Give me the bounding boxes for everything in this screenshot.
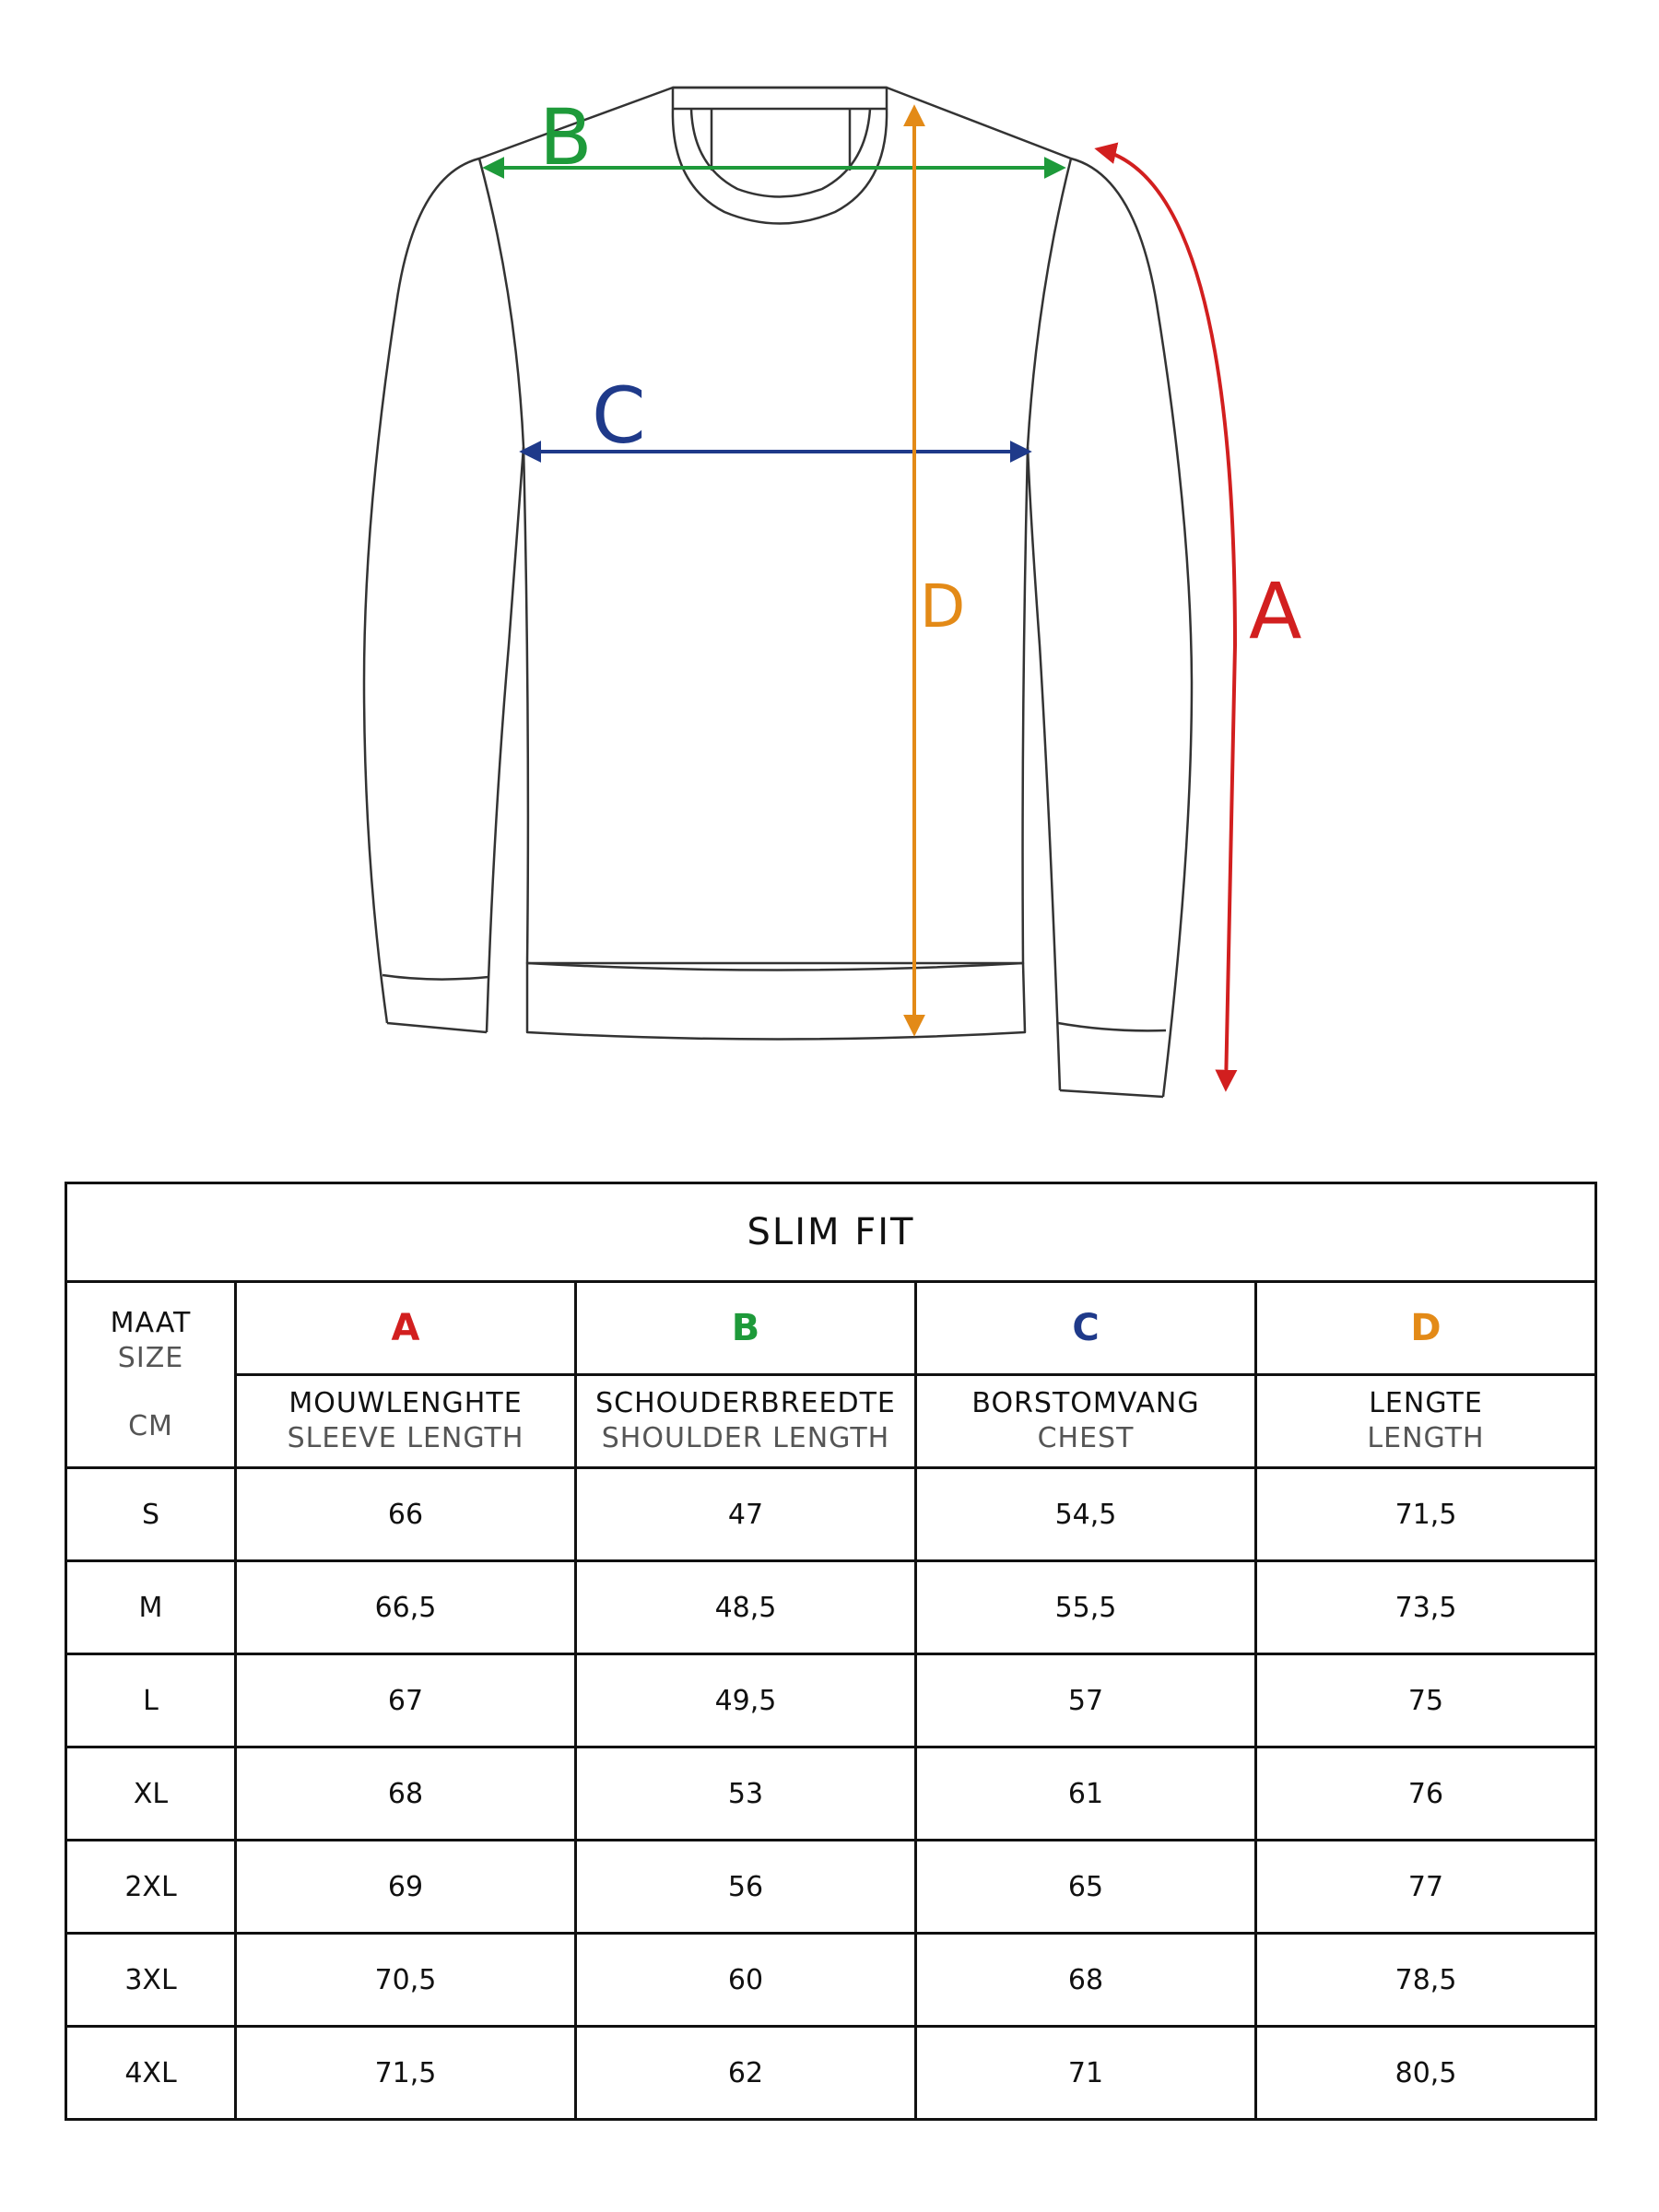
table-row xyxy=(66,1468,1596,1561)
value-cell: 67 xyxy=(236,1654,576,1747)
column-name-a-en: SLEEVE LENGTH xyxy=(287,1422,524,1454)
value-cell: 49,5 xyxy=(576,1654,916,1747)
value-cell: 56 xyxy=(576,1841,916,1934)
column-name-c-en: CHEST xyxy=(1037,1422,1135,1454)
value-cell: 60 xyxy=(576,1934,916,2027)
value-cell: 55,5 xyxy=(916,1561,1256,1654)
table-row xyxy=(66,2027,1596,2120)
letter-row xyxy=(66,1282,1596,1375)
sleeve-length-arrow xyxy=(1099,149,1235,1088)
value-cell: 71,5 xyxy=(1256,1468,1596,1561)
value-cell: 47 xyxy=(576,1468,916,1561)
value-cell: 61 xyxy=(916,1747,1256,1841)
value-cell: 65 xyxy=(916,1841,1256,1934)
column-name-a xyxy=(236,1375,576,1468)
label-a: A xyxy=(1249,566,1302,656)
label-b: B xyxy=(539,92,593,182)
value-cell: 80,5 xyxy=(1256,2027,1596,2120)
size-header-nl: MAAT xyxy=(110,1306,192,1339)
column-name-d-nl: LENGTE xyxy=(1369,1387,1483,1419)
sweater-outline xyxy=(364,88,1192,1097)
column-name-b-nl: SCHOUDERBREEDTE xyxy=(595,1387,896,1419)
value-cell: 68 xyxy=(916,1934,1256,2027)
value-cell: 57 xyxy=(916,1654,1256,1747)
label-c: C xyxy=(592,371,646,461)
size-cell: S xyxy=(66,1468,236,1561)
column-name-row xyxy=(66,1375,1596,1468)
column-letter-b: B xyxy=(576,1282,916,1375)
column-name-c xyxy=(916,1375,1256,1468)
column-name-a-nl: MOUWLENGHTE xyxy=(288,1387,523,1419)
table-row xyxy=(66,1841,1596,1934)
table-title-row xyxy=(66,1183,1596,1282)
size-cell: 4XL xyxy=(66,2027,236,2120)
size-header xyxy=(66,1282,236,1468)
column-letter-a: A xyxy=(236,1282,576,1375)
value-cell: 75 xyxy=(1256,1654,1596,1747)
value-cell: 48,5 xyxy=(576,1561,916,1654)
value-cell: 66,5 xyxy=(236,1561,576,1654)
column-name-b xyxy=(576,1375,916,1468)
column-letter-d: D xyxy=(1256,1282,1596,1375)
value-cell: 70,5 xyxy=(236,1934,576,2027)
value-cell: 54,5 xyxy=(916,1468,1256,1561)
value-cell: 73,5 xyxy=(1256,1561,1596,1654)
value-cell: 69 xyxy=(236,1841,576,1934)
table-row xyxy=(66,1561,1596,1654)
size-table xyxy=(65,1182,1597,2121)
value-cell: 68 xyxy=(236,1747,576,1841)
value-cell: 77 xyxy=(1256,1841,1596,1934)
size-header-en: SIZE xyxy=(117,1341,184,1374)
value-cell: 78,5 xyxy=(1256,1934,1596,2027)
column-name-d xyxy=(1256,1375,1596,1468)
column-name-c-nl: BORSTOMVANG xyxy=(971,1387,1200,1419)
column-letter-c: C xyxy=(916,1282,1256,1375)
value-cell: 66 xyxy=(236,1468,576,1561)
label-d: D xyxy=(920,573,966,641)
table-row xyxy=(66,1654,1596,1747)
size-cell: XL xyxy=(66,1747,236,1841)
size-cell: L xyxy=(66,1654,236,1747)
value-cell: 76 xyxy=(1256,1747,1596,1841)
unit-label: CM xyxy=(128,1409,173,1442)
size-cell: 3XL xyxy=(66,1934,236,2027)
table-row xyxy=(66,1747,1596,1841)
table-row xyxy=(66,1934,1596,2027)
column-name-d-en: LENGTH xyxy=(1367,1422,1485,1454)
size-cell: M xyxy=(66,1561,236,1654)
value-cell: 71 xyxy=(916,2027,1256,2120)
value-cell: 71,5 xyxy=(236,2027,576,2120)
value-cell: 53 xyxy=(576,1747,916,1841)
value-cell: 62 xyxy=(576,2027,916,2120)
column-name-b-en: SHOULDER LENGTH xyxy=(601,1422,890,1454)
table-title: SLIM FIT xyxy=(66,1183,1596,1282)
size-cell: 2XL xyxy=(66,1841,236,1934)
